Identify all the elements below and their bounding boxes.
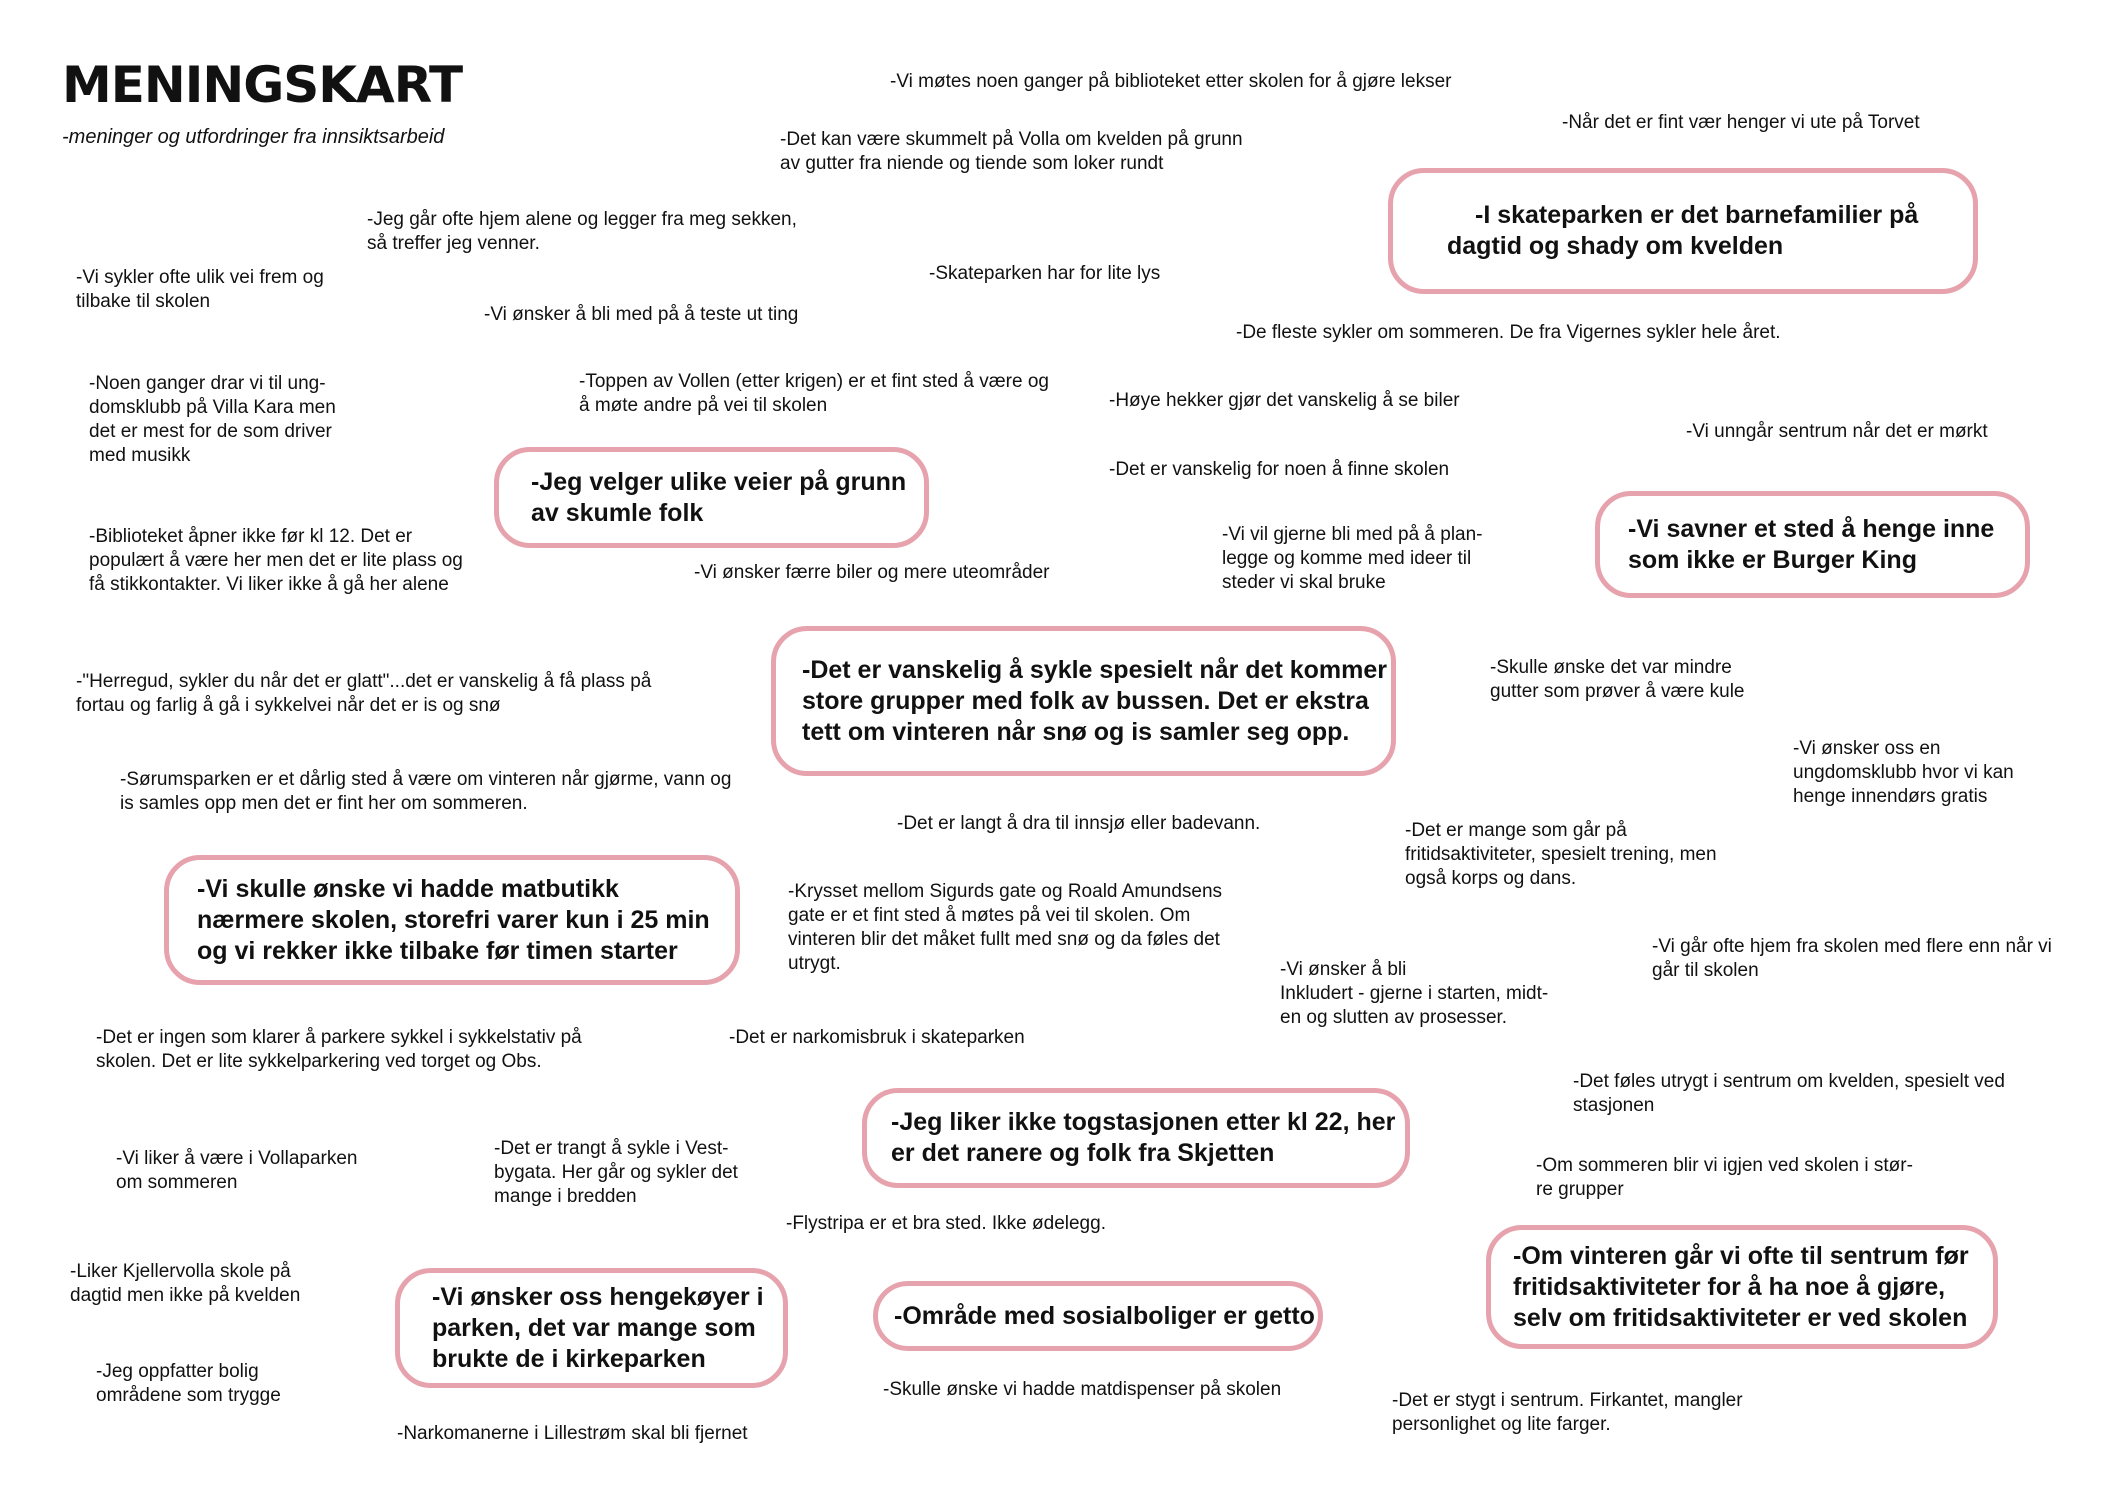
highlight-bubble xyxy=(1595,491,2030,598)
opinion-note: -Det er vanskelig for noen å finne skolen xyxy=(1109,459,1450,480)
opinion-note: -Vi sykler ofte ulik vei frem og tilbake til skolen xyxy=(76,267,324,312)
highlight-text: -Vi skulle ønske vi hadde matbutikk nærmere skolen, storefri varer kun i 25 min og vi rekker ikke tilbake før timen starter xyxy=(197,874,710,965)
opinion-note: -Det føles utrygt i sentrum om kvelden, spesielt ved stasjonen xyxy=(1573,1071,2005,1116)
opinion-note: -Det er ingen som klarer å parkere sykkel i sykkelstativ på skolen. Det er lite sykkelparkering ved torget og Obs. xyxy=(96,1027,582,1072)
opinion-note: -Vi ønsker å bli Inkludert - gjerne i starten, midt- en og slutten av prosesser. xyxy=(1280,959,1549,1028)
opinion-note: -Om sommeren blir vi igjen ved skolen i stør- re grupper xyxy=(1536,1155,1913,1200)
opinion-note: -Toppen av Vollen (etter krigen) er et fint sted å være og å møte andre på vei til skolen xyxy=(579,371,1049,416)
opinion-note: -Det kan være skummelt på Volla om kvelden på grunn av gutter fra niende og tiende som loker rundt xyxy=(780,129,1243,174)
opinion-note: -De fleste sykler om sommeren. De fra Vigernes sykler hele året. xyxy=(1236,322,1781,343)
opinion-note: -Det er narkomisbruk i skateparken xyxy=(729,1027,1025,1048)
opinion-note: -Skulle ønske vi hadde matdispenser på skolen xyxy=(883,1379,1282,1400)
highlight-text: -Vi ønsker oss hengekøyer i parken, det var mange som brukte de i kirkeparken xyxy=(432,1282,764,1373)
opinion-note: -Vi ønsker å bli med på å teste ut ting xyxy=(484,304,799,325)
opinion-note: -Det er trangt å sykle i Vest- bygata. Her går og sykler det mange i bredden xyxy=(494,1138,738,1207)
opinion-note: -Vi går ofte hjem fra skolen med flere enn når vi går til skolen xyxy=(1652,936,2052,981)
highlight-bubble xyxy=(494,447,929,548)
highlight-text: -Område med sosialboliger er getto xyxy=(894,1301,1315,1330)
opinion-note: -Jeg oppfatter bolig områdene som trygge xyxy=(96,1361,281,1406)
opinion-note: -Flystripa er et bra sted. Ikke ødelegg. xyxy=(786,1213,1106,1234)
opinion-note: -Vi vil gjerne bli med på å plan- legge og komme med ideer til steder vi skal bruke xyxy=(1222,524,1483,593)
opinion-note: -Når det er fint vær henger vi ute på Torvet xyxy=(1562,112,1920,133)
highlight-text: -Om vinteren går vi ofte til sentrum før fritidsaktiviteter for å ha noe å gjøre, selv om fritidsaktiviteter er ved skolen xyxy=(1513,1241,1969,1332)
opinion-note: -Vi ønsker oss en ungdomsklubb hvor vi kan henge innendørs gratis xyxy=(1793,738,2014,807)
opinion-note: -Biblioteket åpner ikke før kl 12. Det er populært å være her men det er lite plass og få stikkontakter. Vi liker ikke å gå her alene xyxy=(89,526,463,595)
opinion-note: -Skulle ønske det var mindre gutter som prøver å være kule xyxy=(1490,657,1745,702)
highlight-text: -Vi savner et sted å henge inne som ikke er Burger King xyxy=(1628,514,1995,574)
page-subtitle: -meninger og utfordringer fra innsiktsarbeid xyxy=(62,126,445,148)
opinion-note: -Skateparken har for lite lys xyxy=(929,263,1161,284)
opinion-note: -Vi møtes noen ganger på biblioteket etter skolen for å gjøre lekser xyxy=(890,71,1452,92)
highlight-text: -Jeg velger ulike veier på grunn av skumle folk xyxy=(531,467,907,527)
highlight-bubble xyxy=(395,1268,788,1388)
highlight-text: -Jeg liker ikke togstasjonen etter kl 22, her er det ranere og folk fra Skjetten xyxy=(891,1108,1396,1167)
highlight-bubble xyxy=(771,626,1396,776)
opinion-note: -Det er stygt i sentrum. Firkantet, mangler personlighet og lite farger. xyxy=(1392,1390,1743,1435)
highlight-bubble xyxy=(1486,1225,1998,1349)
page-title: MENINGSKART xyxy=(62,56,463,114)
opinion-note: -Krysset mellom Sigurds gate og Roald Amundsens gate er et fint sted å møtes på vei til skolen. Om vinteren blir det måket fullt med snø og da føles det utrygt. xyxy=(788,881,1223,974)
opinion-note: -Vi unngår sentrum når det er mørkt xyxy=(1686,421,1988,442)
opinion-note: -"Herregud, sykler du når det er glatt"...det er vanskelig å få plass på fortau og farlig å gå i sykkelvei når det er is og snø xyxy=(76,671,652,716)
highlight-bubble xyxy=(862,1088,1410,1188)
highlight-text: -I skateparken er det barnefamilier på dagtid og shady om kvelden xyxy=(1447,201,1919,260)
opinion-note: -Sørumsparken er et dårlig sted å være om vinteren når gjørme, vann og is samles opp men det er fint her om sommeren. xyxy=(120,769,732,814)
opinion-note: -Høye hekker gjør det vanskelig å se biler xyxy=(1109,390,1460,411)
opinion-note: -Liker Kjellervolla skole på dagtid men ikke på kvelden xyxy=(70,1261,301,1306)
opinion-note: -Jeg går ofte hjem alene og legger fra meg sekken, så treffer jeg venner. xyxy=(367,209,797,254)
opinion-note: -Noen ganger drar vi til ung- domsklubb på Villa Kara men det er mest for de som driver med musikk xyxy=(89,373,336,466)
highlight-bubble xyxy=(873,1281,1323,1351)
opinion-note: -Det er mange som går på fritidsaktiviteter, spesielt trening, men også korps og dans. xyxy=(1405,820,1717,889)
opinion-note: -Vi liker å være i Vollaparken om sommeren xyxy=(116,1148,358,1193)
highlight-bubble xyxy=(1388,168,1978,294)
opinion-note: -Det er langt å dra til innsjø eller badevann. xyxy=(897,813,1261,834)
highlight-bubble xyxy=(164,855,740,985)
opinion-note: -Narkomanerne i Lillestrøm skal bli fjernet xyxy=(397,1423,748,1444)
highlight-text: -Det er vanskelig å sykle spesielt når det kommer store grupper med folk av bussen. Det er ekstra tett om vinteren når snø og is samler seg opp. xyxy=(802,655,1387,746)
opinion-note: -Vi ønsker færre biler og mere uteområder xyxy=(694,562,1050,583)
